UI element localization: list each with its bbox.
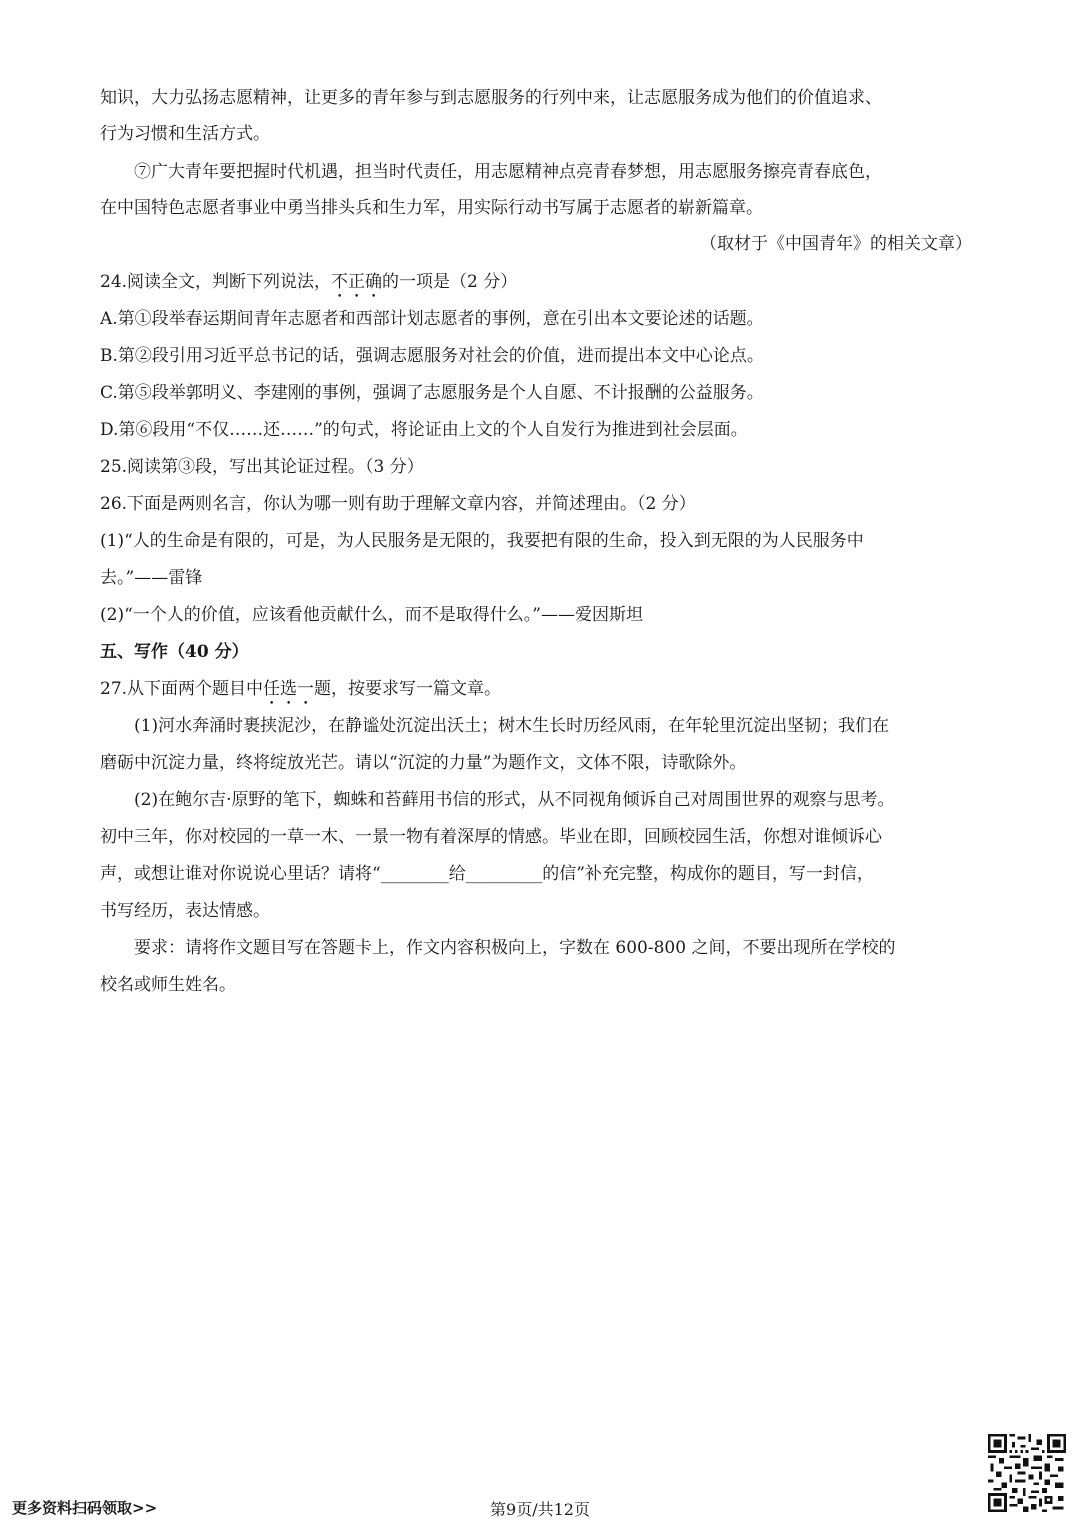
question-24-suffix: 的一项是（2 分） (382, 272, 518, 292)
question-26-quote-1-line-1: (1)“人的生命是有限的，可是，为人民服务是无限的，我要把有限的生命，投入到无限的为人民服务中 (100, 531, 864, 551)
question-24-emphasis: 不正确 (331, 272, 383, 292)
topic-2-line-4: 书写经历，表达情感。 (100, 901, 270, 921)
paragraph-7-line-1: ⑦广大青年要把握时代机遇，担当时代责任，用志愿精神点亮青春梦想，用志愿服务擦亮青春底色， (134, 162, 882, 182)
question-27-suffix: 题，按要求写一篇文章。 (314, 679, 502, 699)
footer-promo-link[interactable]: 更多资料扫码领取>> (12, 1499, 158, 1517)
continuation-line-2: 行为习惯和生活方式。 (100, 124, 270, 144)
question-26-quote-2: (2)“一个人的价值，应该看他贡献什么，而不是取得什么。”——爱因斯坦 (100, 605, 643, 625)
page-number: 第9页/共12页 (490, 1500, 590, 1519)
question-24-prefix: 24.阅读全文，判断下列说法， (100, 272, 332, 292)
question-27-prefix: 27.从下面两个题目中 (100, 679, 264, 699)
question-26-quote-1-line-2: 去。”——雷锋 (100, 568, 203, 588)
source-citation: （取材于《中国青年》的相关文章） (700, 234, 972, 254)
question-27-stem (100, 677, 990, 709)
qr-code-icon[interactable] (988, 1434, 1066, 1512)
question-26-stem: 26.下面是两则名言，你认为哪一则有助于理解文章内容，并简述理由。（2 分） (100, 494, 696, 514)
section-5-heading: 五、写作（40 分） (100, 642, 249, 662)
topic-2-line-2: 初中三年，你对校园的一草一木、一景一物有着深厚的情感。毕业在即，回顾校园生活，你想对谁倾诉心 (100, 827, 882, 847)
requirements-line-1: 要求：请将作文题目写在答题卡上，作文内容积极向上，字数在 600-800 之间，不要出现所在学校的 (134, 938, 896, 958)
topic-2-line-1: (2)在鲍尔吉·原野的笔下，蜘蛛和苔藓用书信的形式，从不同视角倾诉自己对周围世界的观察与思考。 (134, 790, 895, 810)
requirements-line-2: 校名或师生姓名。 (100, 975, 236, 995)
question-25: 25.阅读第③段，写出其论证过程。（3 分） (100, 457, 424, 477)
topic-2-line-3: 声，或想让谁对你说说心里话？请将“________给_________的信”补充完整，构成你的题目，写一封信， (100, 864, 874, 884)
continuation-line-1: 知识，大力弘扬志愿精神，让更多的青年参与到志愿服务的行列中来，让志愿服务成为他们的价值追求、 (100, 88, 882, 108)
question-24-option-a: A.第①段举春运期间青年志愿者和西部计划志愿者的事例，意在引出本文要论述的话题。 (100, 309, 764, 329)
topic-1-line-1: (1)河水奔涌时裹挟泥沙，在静谧处沉淀出沃土；树木生长时历经风雨，在年轮里沉淀出坚韧；我们在 (134, 716, 890, 736)
question-24-option-b: B.第②段引用习近平总书记的话，强调志愿服务对社会的价值，进而提出本文中心论点。 (100, 346, 764, 366)
question-24-option-d: D.第⑥段用“不仅……还……”的句式，将论证由上文的个人自发行为推进到社会层面。 (100, 420, 748, 440)
question-24-option-c: C.第⑤段举郭明义、李建刚的事例，强调了志愿服务是个人自愿、不计报酬的公益服务。 (100, 383, 764, 403)
paragraph-7-line-2: 在中国特色志愿者事业中勇当排头兵和生力军，用实际行动书写属于志愿者的崭新篇章。 (100, 198, 763, 218)
topic-1-line-2: 磨砺中沉淀力量，终将绽放光芒。请以“沉淀的力量”为题作文，文体不限，诗歌除外。 (100, 753, 747, 773)
question-27-emphasis: 任选一 (263, 679, 315, 699)
question-24-stem (100, 270, 990, 302)
